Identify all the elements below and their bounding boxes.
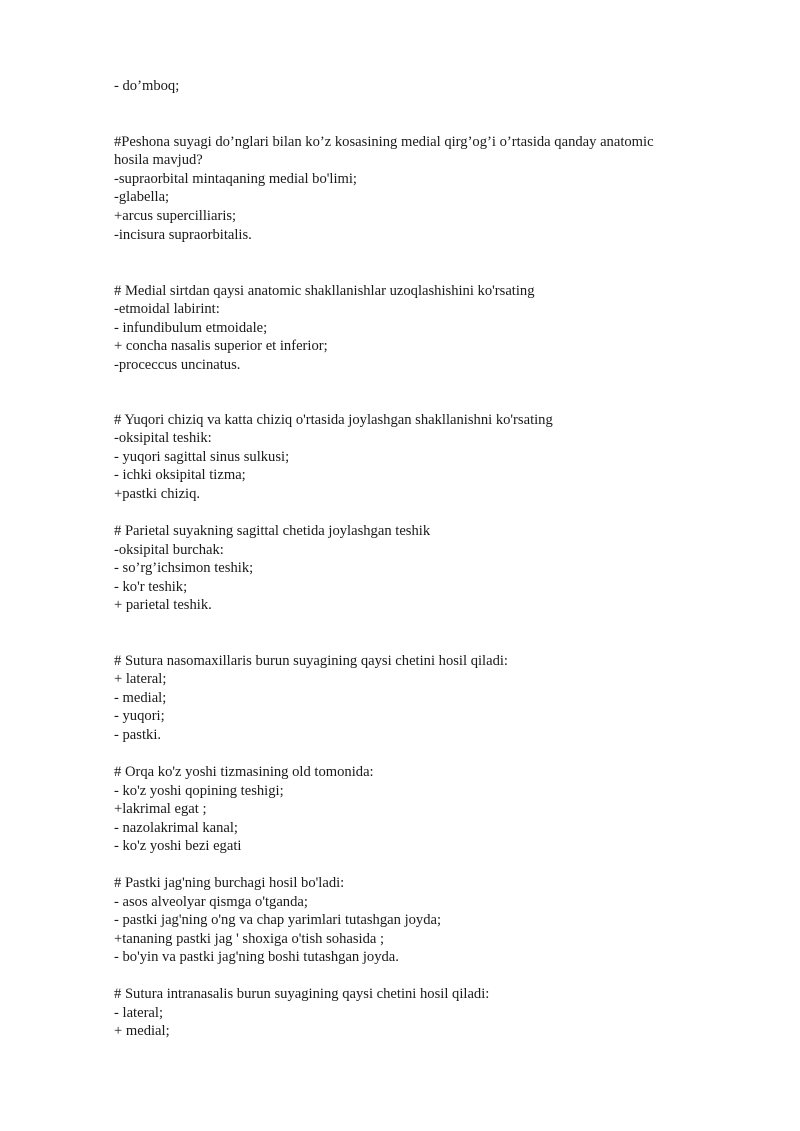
answer-option: -proceccus uncinatus. [114,357,241,373]
answer-option: +arcus supercilliaris; [114,208,237,224]
answer-option: + parietal teshik. [114,597,212,613]
answer-option: - ko'z yoshi qopining teshigi; [114,783,284,799]
question-heading: # Pastki jag'ning burchagi hosil bo'ladi: [114,875,345,891]
answer-option: - asos alveolyar qismga o'tganda; [114,894,308,910]
answer-option: - lateral; [114,1005,164,1021]
answer-option: -oksipital burchak: [114,542,224,558]
answer-option: - ichki oksipital tizma; [114,467,246,483]
question-heading: # Sutura nasomaxillaris burun suyagining qaysi chetini hosil qiladi: [114,653,508,669]
question-heading: # Yuqori chiziq va katta chiziq o'rtasida joylashgan shakllanishni ko'rsating [114,412,553,428]
answer-option: -oksipital teshik: [114,430,212,446]
question-heading: # Sutura intranasalis burun suyagining qaysi chetini hosil qiladi: [114,986,490,1002]
answer-option: - ko'z yoshi bezi egati [114,838,242,854]
text-line: - do’mboq; [114,78,180,94]
answer-option: - pastki jag'ning o'ng va chap yarimlari tutashgan joyda; [114,912,442,928]
answer-option: - yuqori; [114,708,165,724]
answer-option: + concha nasalis superior et inferior; [114,338,328,354]
question-heading: # Orqa ko'z yoshi tizmasining old tomonida: [114,764,374,780]
question-heading: #Peshona suyagi do’nglari bilan ko’z kosasining medial qirg’og’i o’rtasida qanday anatomic [114,134,654,150]
answer-option: + lateral; [114,671,167,687]
answer-option: +pastki chiziq. [114,486,201,502]
answer-option: - ko'r teshik; [114,579,188,595]
answer-option: - medial; [114,690,167,706]
question-heading-continued: hosila mavjud? [114,152,203,168]
answer-option: - infundibulum etmoidale; [114,320,268,336]
answer-option: +tananing pastki jag ' shoxiga o'tish sohasida ; [114,931,385,947]
answer-option: - pastki. [114,727,162,743]
answer-option: - so’rg’ichsimon teshik; [114,560,254,576]
answer-option: + medial; [114,1023,170,1039]
question-heading: # Medial sirtdan qaysi anatomic shakllanishlar uzoqlashishini ko'rsating [114,283,535,299]
answer-option: -incisura supraorbitalis. [114,227,252,243]
answer-option: - bo'yin va pastki jag'ning boshi tutashgan joyda. [114,949,399,965]
answer-option: -etmoidal labirint: [114,301,220,317]
answer-option: +lakrimal egat ; [114,801,207,817]
answer-option: -glabella; [114,189,170,205]
question-heading: # Parietal suyakning sagittal chetida joylashgan teshik [114,523,431,539]
answer-option: - yuqori sagittal sinus sulkusi; [114,449,290,465]
answer-option: - nazolakrimal kanal; [114,820,238,836]
answer-option: -supraorbital mintaqaning medial bo'limi; [114,171,357,187]
